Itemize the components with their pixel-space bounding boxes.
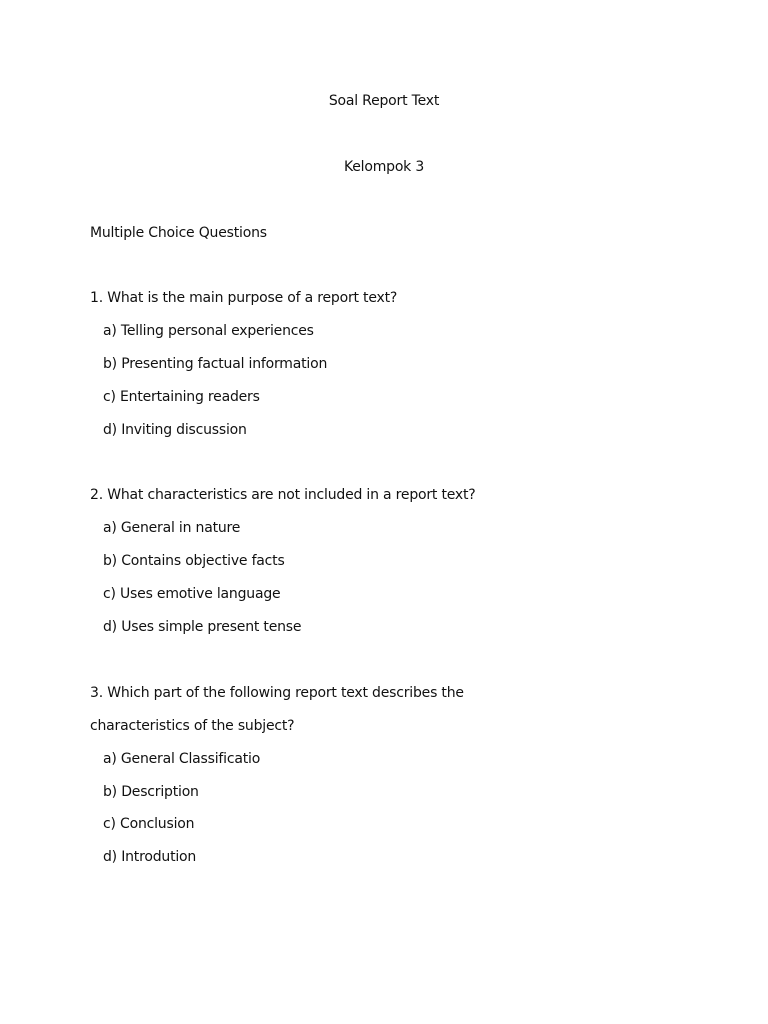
option-c: c) Entertaining readers — [103, 389, 260, 405]
section-heading: Multiple Choice Questions — [90, 225, 267, 241]
option-d: d) Introdution — [103, 849, 197, 865]
option-b: b) Description — [103, 784, 199, 800]
document-title: Soal Report Text — [328, 93, 440, 109]
option-d: d) Uses simple present tense — [103, 619, 302, 635]
option-a: a) General Classificatio — [103, 751, 261, 767]
option-c: c) Uses emotive language — [103, 586, 281, 602]
option-b: b) Presenting factual information — [103, 356, 328, 372]
question-text: 3. Which part of the following report text describes the — [90, 685, 464, 701]
group-name: Kelompok 3 — [343, 159, 425, 175]
question-text: 2. What characteristics are not included in a report text? — [90, 487, 476, 503]
question-text-continued: characteristics of the subject? — [90, 718, 295, 734]
option-a: a) Telling personal experiences — [103, 323, 314, 339]
question-text: 1. What is the main purpose of a report text? — [90, 290, 398, 306]
option-c: c) Conclusion — [103, 816, 195, 832]
option-a: a) General in nature — [103, 520, 241, 536]
option-b: b) Contains objective facts — [103, 553, 285, 569]
option-d: d) Inviting discussion — [103, 422, 247, 438]
